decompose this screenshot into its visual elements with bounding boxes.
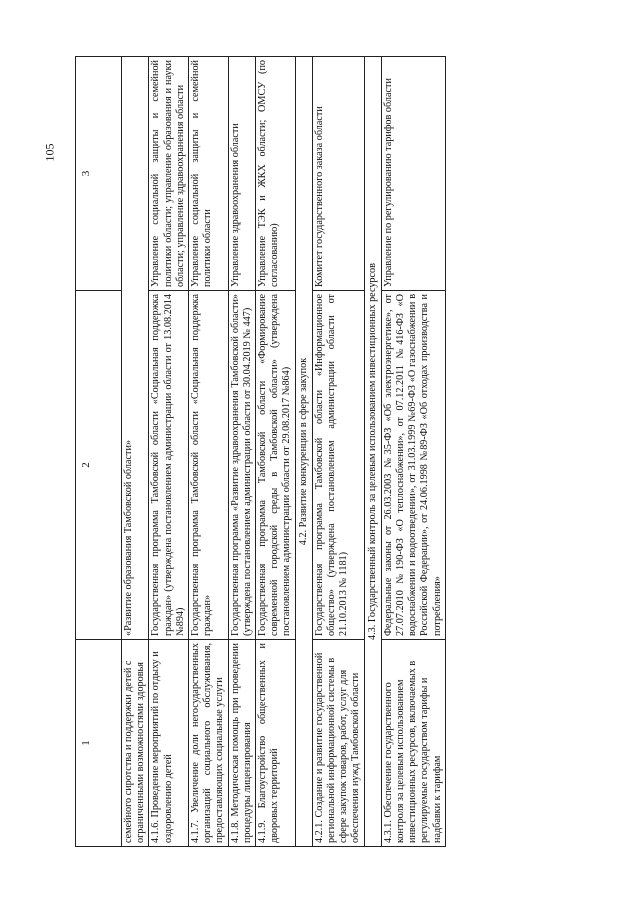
row-measure-cell: 4.1.9. Благоустройство общественных и дворовых территорий	[256, 640, 296, 847]
header-col-2: 2	[76, 291, 122, 640]
row-measure-cell: 4.1.6. Проведение мероприятий по отдыху и оздоровлению детей	[149, 640, 189, 847]
row-responsible-cell: Управление социальной защиты и семейной политики области; управление образования и науки области; управление здравоохранения области	[149, 57, 189, 291]
table-header-row	[76, 57, 122, 847]
row-program-cell: Государственная программа Тамбовской области «Социальная поддержка граждан»	[189, 291, 229, 640]
row-responsible-cell: Управление ТЭК и ЖКХ области; ОМСУ (по согласованию)	[256, 57, 296, 291]
table-row	[149, 57, 189, 847]
row-responsible-cell: Комитет государственного заказа области	[312, 57, 364, 291]
section-row	[295, 57, 312, 847]
row-responsible-cell: Управление по регулированию тарифов области	[381, 57, 445, 291]
table-row	[312, 57, 364, 847]
table-row	[189, 57, 229, 847]
table-row	[122, 57, 149, 847]
header-col-1: 1	[76, 640, 122, 847]
row-responsible-cell: Управление здравоохранения области	[228, 57, 255, 291]
row-measure-cell: 4.3.1. Обеспечение государственного контроля за целевым использованием инвестиционных ресурсов, включаемых в регулируемые государством тарифы и надбавки к тарифам	[381, 640, 445, 847]
table-row	[381, 57, 445, 847]
page-number: 105	[42, 143, 57, 162]
row-measure-cell: 4.2.1. Создание и развитие государственной региональной информационной системы в сфере закупок товаров, работ, услуг для обеспечения нужд Тамбовской области	[312, 640, 364, 847]
row-measure-cell: 4.1.8. Методическая помощь при проведении процедуры лицензирования	[228, 640, 255, 847]
table-row	[228, 57, 255, 847]
row-measure-cell: семейного сиротства и поддержки детей с ограниченными возможностями здоровья	[122, 640, 149, 847]
row-program-cell: Государственная программа Тамбовской области «Формирование современной городской среды в Тамбовской области» (утверждена постановлением администрации области от 29.08.2017 №864)	[256, 291, 296, 640]
row-program-cell: Государственная программа Тамбовской области «Информационное общество» (утверждена постановлением администрации области от 21.10.2013 № 1181)	[312, 291, 364, 640]
row-program-cell: Государственная программа «Развитие здравоохранения Тамбовской области» (утверждена постановлением администрации области от 30.04.2019 № 447)	[228, 291, 255, 640]
row-program-cell: Федеральные законы от 26.03.2003 №35-ФЗ «Об электроэнергетике», от 27.07.2010 №190-ФЗ «О теплоснабжении», от 07.12.2011 №416-ФЗ «О водоснабжении и водоотведении», от 31.03.1999 №69-ФЗ «О газоснабжении в Российской Федерации», от 24.06.1998 №89-ФЗ «Об отходах производства и потребления»	[381, 291, 445, 640]
row-measure-cell: 4.1.7. Увеличение доли негосударственных организаций социального обслуживания, предоставляющих социальные услуги	[189, 640, 229, 847]
row-program-cell: Государственная программа Тамбовской области «Социальная поддержка граждан» (утверждена постановлением администрации области от 13.08.2014 №894)	[149, 291, 189, 640]
section-heading: 4.3. Государственный контроль за целевым использованием инвестиционных ресурсов	[364, 57, 381, 847]
table-row	[256, 57, 296, 847]
row-program-cell: «Развитие образования Тамбовской области»	[122, 57, 149, 640]
row-responsible-cell: Управление социальной защиты и семейной политики области	[189, 57, 229, 291]
rotated-table-container	[75, 57, 595, 847]
section-row	[364, 57, 381, 847]
section-heading: 4.2. Развитие конкуренции в сфере закупок	[295, 57, 312, 847]
measures-table	[75, 56, 446, 847]
header-col-3: 3	[76, 57, 122, 291]
